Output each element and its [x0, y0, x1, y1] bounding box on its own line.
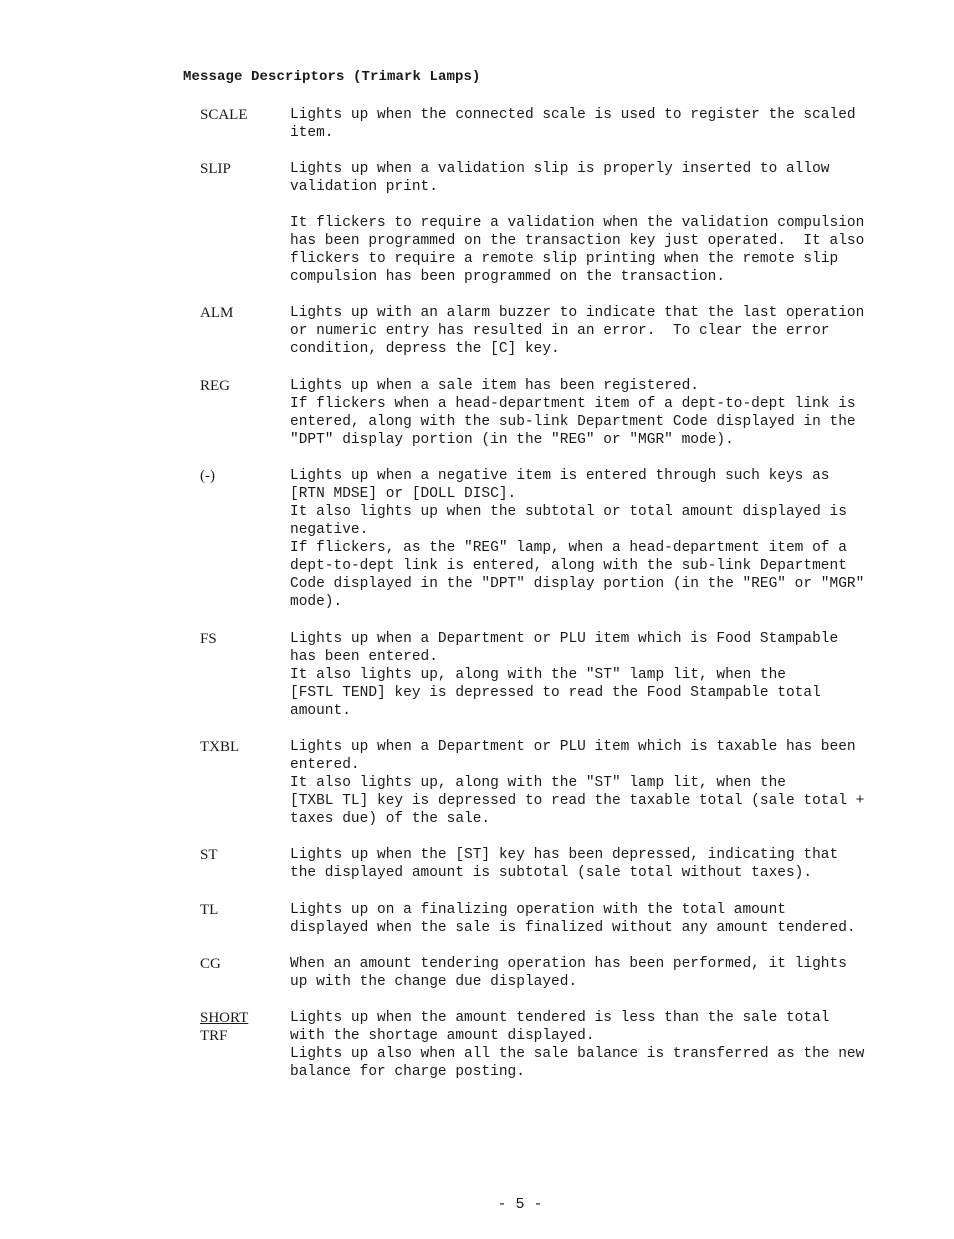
description-paragraph: Lights up when a Department or PLU item which is Food Stampable has been entered. It also lights up, along with the "ST" lamp lit, when the [FSTL TEND] key is depressed to read the Food Stampable total amount. — [290, 631, 839, 719]
term-label: FS — [200, 631, 217, 647]
description-paragraph: Lights up on a finalizing operation with the total amount displayed when the sale is finalized without any amount tendered. — [290, 902, 856, 936]
description-paragraph: It flickers to require a validation when the validation compulsion has been programmed on the transaction key just operated. It also flickers to require a remote slip printing when the remote slip compulsion has been programmed on the transaction. — [290, 215, 865, 285]
description-paragraph: Lights up when the [ST] key has been depressed, indicating that the displayed amount is subtotal (sale total without taxes). — [290, 847, 839, 881]
term-label: SHORT — [200, 1010, 249, 1026]
term-label: CG — [200, 956, 221, 972]
section-heading: Message Descriptors (Trimark Lamps) — [183, 69, 481, 85]
term-label: TL — [200, 902, 219, 918]
term-label: ALM — [200, 305, 234, 321]
term-label: SLIP — [200, 161, 231, 177]
term-description — [290, 955, 890, 991]
description-paragraph: Lights up when the connected scale is used to register the scaled item. — [290, 107, 856, 141]
term-description — [290, 467, 890, 611]
term-description — [290, 630, 890, 720]
term-label-secondary: TRF — [200, 1028, 228, 1044]
term-description — [290, 846, 890, 882]
term-description — [290, 901, 890, 937]
description-paragraph: Lights up when the amount tendered is less than the sale total with the shortage amount displayed. Lights up also when all the sale balance is transferred as the new balance for charge posting. — [290, 1010, 865, 1080]
term-description — [290, 377, 890, 449]
term-description — [290, 106, 890, 142]
term-label: TXBL — [200, 739, 240, 755]
term-description — [290, 160, 890, 286]
description-paragraph: When an amount tendering operation has been performed, it lights up with the change due displayed. — [290, 956, 847, 990]
term-description — [290, 304, 890, 358]
term-description — [290, 738, 890, 828]
description-paragraph: Lights up when a negative item is entered through such keys as [RTN MDSE] or [DOLL DISC]. It also lights up when the subtotal or total amount displayed is negative. If flickers, as the "REG" lamp, when a head-department item of a dept-to-dept link is entered, along with the sub-link Department Code displayed in the "DPT" display portion (in the "REG" or "MGR" mode). — [290, 468, 865, 610]
page-number: - 5 - — [497, 1196, 543, 1213]
description-paragraph: Lights up when a sale item has been registered. If flickers when a head-department item of a dept-to-dept link is entered, along with the sub-link Department Code displayed in the "DPT" display portion (in the "REG" or "MGR" mode). — [290, 378, 856, 448]
description-paragraph: Lights up when a Department or PLU item which is taxable has been entered. It also lights up, along with the "ST" lamp lit, when the [TXBL TL] key is depressed to read the taxable total (sale total + taxes due) of the sale. — [290, 739, 865, 827]
term-label: ST — [200, 847, 218, 863]
term-label: SCALE — [200, 107, 248, 123]
description-paragraph: Lights up when a validation slip is properly inserted to allow validation print. — [290, 161, 830, 195]
description-paragraph: Lights up with an alarm buzzer to indicate that the last operation or numeric entry has resulted in an error. To clear the error condition, depress the [C] key. — [290, 305, 865, 357]
term-label: REG — [200, 378, 230, 394]
term-label: (-) — [200, 468, 215, 484]
term-description — [290, 1009, 890, 1081]
